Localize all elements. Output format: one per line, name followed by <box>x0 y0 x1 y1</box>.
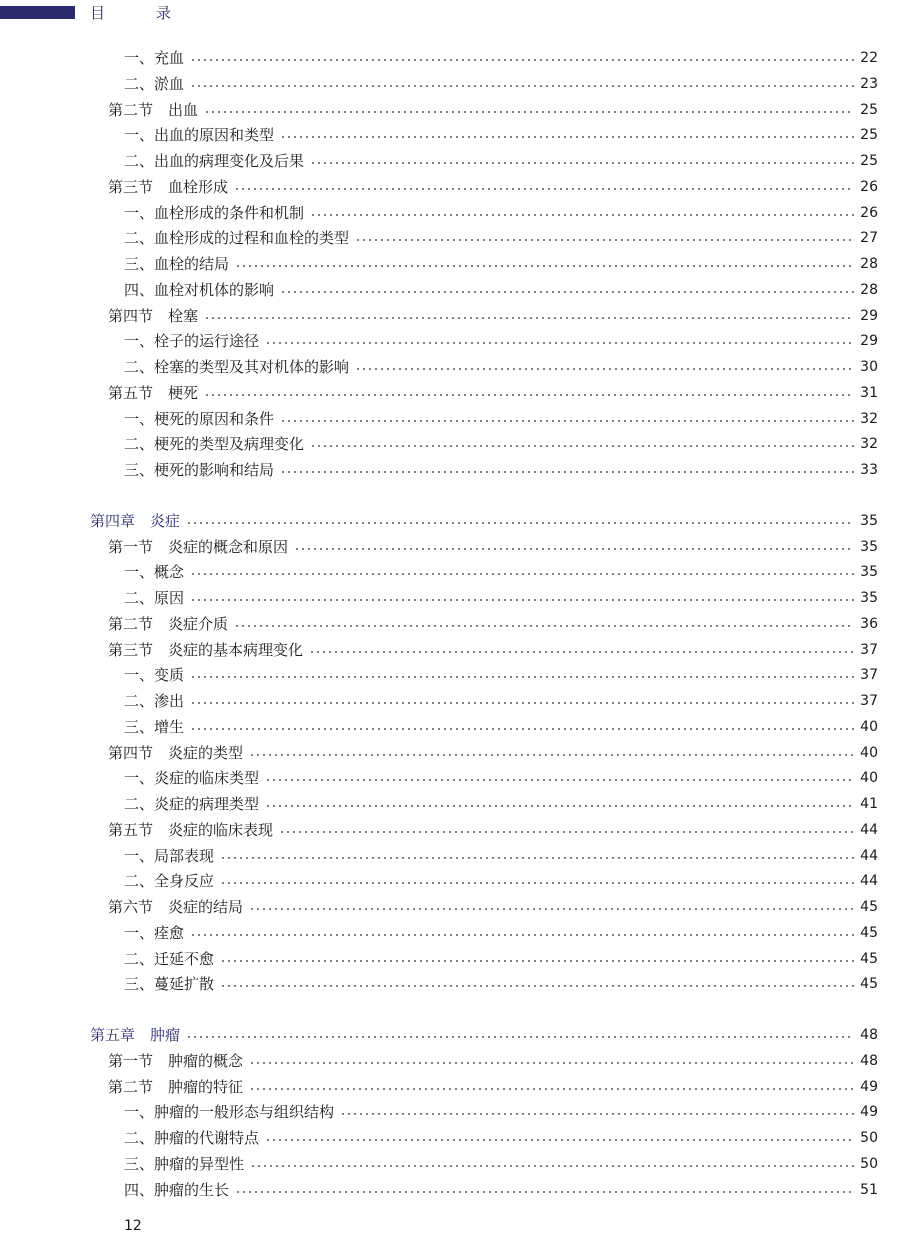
toc-entry-page: 35 <box>860 590 878 606</box>
toc-entry-title: 二、血栓形成的过程和血栓的类型 <box>124 229 350 248</box>
toc-entry-title: 一、痊愈 <box>124 923 185 942</box>
toc-entry-page: 40 <box>860 718 878 735</box>
toc-subsection[interactable] <box>0 200 878 226</box>
toc-subsection[interactable] <box>0 688 878 714</box>
toc-subsection[interactable] <box>0 843 878 869</box>
toc-subsection[interactable] <box>0 122 878 148</box>
toc-section[interactable] <box>0 534 878 560</box>
toc-entry-title: 第四章 炎症 <box>90 511 181 530</box>
toc-entry-title: 一、变质 <box>124 666 185 685</box>
dot-leader <box>220 960 854 962</box>
toc-entry-title: 一、充血 <box>124 49 185 67</box>
dot-leader <box>190 85 854 87</box>
toc-subsection[interactable] <box>0 457 878 483</box>
toc-subsection[interactable] <box>0 328 878 354</box>
toc-section[interactable] <box>0 1074 878 1100</box>
toc-subsection[interactable] <box>0 920 878 946</box>
dot-leader <box>310 445 854 447</box>
toc-entry-page: 45 <box>860 950 878 967</box>
dot-leader <box>234 188 854 190</box>
dot-leader <box>310 214 854 216</box>
dot-leader <box>190 59 854 61</box>
toc-section[interactable] <box>0 611 878 637</box>
toc-entry-page: 45 <box>860 899 878 915</box>
toc-entry-title: 第五章 肿瘤 <box>90 1026 181 1044</box>
toc-subsection[interactable] <box>0 971 878 997</box>
toc-subsection[interactable] <box>0 714 878 740</box>
toc-chapter[interactable] <box>0 508 878 534</box>
toc-entry-page: 23 <box>860 75 878 92</box>
toc-subsection[interactable] <box>0 1125 878 1151</box>
toc-chapter[interactable] <box>0 1022 878 1048</box>
toc-entry-title: 二、炎症的病理类型 <box>124 795 260 813</box>
dot-leader <box>279 831 854 833</box>
dot-leader <box>220 882 854 884</box>
toc-entry-title: 第三节 炎症的基本病理变化 <box>108 640 304 659</box>
toc-entry-title: 三、肿瘤的异型性 <box>124 1154 245 1173</box>
dot-leader <box>190 934 854 936</box>
toc-subsection[interactable] <box>0 559 878 585</box>
dot-leader <box>190 702 854 704</box>
toc-section[interactable] <box>0 174 878 200</box>
toc-entry-title: 一、梗死的原因和条件 <box>124 409 275 428</box>
toc-section[interactable] <box>0 637 878 663</box>
toc-entry-page: 25 <box>860 127 878 144</box>
dot-leader <box>250 1165 854 1167</box>
toc-entry-title: 一、概念 <box>124 563 185 582</box>
dot-leader <box>235 265 854 267</box>
toc-subsection[interactable] <box>0 1099 878 1125</box>
toc-entry-page: 45 <box>860 924 878 941</box>
toc-entry-title: 四、肿瘤的生长 <box>124 1180 230 1199</box>
toc-entry-page: 28 <box>860 281 878 298</box>
dot-leader <box>355 239 854 241</box>
dot-leader <box>280 291 854 293</box>
dot-leader <box>186 522 854 524</box>
toc-entry-title: 第二节 肿瘤的特征 <box>108 1077 244 1096</box>
dot-leader <box>249 754 854 756</box>
toc-subsection[interactable] <box>0 946 878 972</box>
toc-entry-page: 41 <box>860 796 878 812</box>
dot-leader <box>309 651 854 653</box>
toc-entry-page: 48 <box>860 1027 878 1043</box>
toc-entry-page: 50 <box>860 1130 878 1146</box>
toc-section[interactable] <box>0 740 878 766</box>
toc-subsection[interactable] <box>0 71 878 97</box>
toc-entry-title: 一、出血的原因和类型 <box>124 126 275 145</box>
toc-entry-title: 二、肿瘤的代谢特点 <box>124 1129 260 1147</box>
toc-subsection[interactable] <box>0 662 878 688</box>
toc-entry-page: 26 <box>860 204 878 221</box>
dot-leader <box>204 394 854 396</box>
toc-subsection[interactable] <box>0 277 878 303</box>
toc-entry-page: 22 <box>860 50 878 66</box>
toc-entry-page: 25 <box>860 153 878 169</box>
toc-entry-page: 29 <box>860 307 878 324</box>
toc-subsection[interactable] <box>0 868 878 894</box>
toc-entry-title: 二、梗死的类型及病理变化 <box>124 435 305 454</box>
dot-leader <box>204 317 854 319</box>
toc-entry-page: 44 <box>860 847 878 864</box>
dot-leader <box>265 779 854 781</box>
toc-entry-page: 37 <box>860 693 878 709</box>
toc-entry-title: 二、渗出 <box>124 692 185 710</box>
dot-leader <box>190 728 854 730</box>
toc-entry-page: 40 <box>860 770 878 787</box>
toc-entry-page: 32 <box>860 436 878 453</box>
toc-section[interactable] <box>0 817 878 843</box>
dot-leader <box>234 625 854 627</box>
toc-entry-page: 27 <box>860 230 878 247</box>
toc-subsection[interactable] <box>0 585 878 611</box>
toc-entry-title: 二、淤血 <box>124 74 185 93</box>
dot-leader <box>265 342 854 344</box>
page-title: 目 录 <box>90 4 190 22</box>
toc-entry-page: 49 <box>860 1078 878 1095</box>
toc-entry-page: 37 <box>860 667 878 684</box>
toc-subsection[interactable] <box>0 45 878 71</box>
toc-entry-page: 40 <box>860 744 878 761</box>
toc-entry-page: 35 <box>860 538 878 555</box>
toc-entry-page: 36 <box>860 615 878 632</box>
toc-entry-page: 37 <box>860 641 878 658</box>
toc-entry-page: 44 <box>860 821 878 838</box>
toc-entry-title: 三、蔓延扩散 <box>124 975 215 994</box>
toc-entry-title: 第五节 梗死 <box>108 383 199 402</box>
toc-entry-page: 29 <box>860 333 878 350</box>
dot-leader <box>280 136 854 138</box>
dot-leader <box>249 1088 854 1090</box>
dot-leader <box>186 1036 854 1038</box>
toc-entry-page: 33 <box>860 462 878 478</box>
toc-entry-title: 第一节 肿瘤的概念 <box>108 1051 244 1070</box>
dot-leader <box>265 805 854 807</box>
dot-leader <box>355 368 854 370</box>
header-bar <box>0 6 75 19</box>
page-number: 12 <box>124 1218 142 1234</box>
toc-entry-title: 第五节 炎症的临床表现 <box>108 820 274 839</box>
toc-entry-title: 二、栓塞的类型及其对机体的影响 <box>124 358 350 376</box>
dot-leader <box>249 908 854 910</box>
dot-leader <box>249 1062 854 1064</box>
toc-entry-page: 50 <box>860 1155 878 1172</box>
toc-entry-title: 三、梗死的影响和结局 <box>124 461 275 479</box>
toc-section[interactable] <box>0 97 878 123</box>
dot-leader <box>190 573 854 575</box>
toc-entry-page: 48 <box>860 1052 878 1069</box>
toc-entry-title: 第六节 炎症的结局 <box>108 898 244 916</box>
toc-entry-title: 二、迁延不愈 <box>124 949 215 968</box>
toc-subsection[interactable] <box>0 225 878 251</box>
dot-leader <box>280 420 854 422</box>
dot-leader <box>265 1139 854 1141</box>
toc-entry-page: 49 <box>860 1104 878 1121</box>
toc-entry-page: 28 <box>860 256 878 272</box>
toc-entry-page: 31 <box>860 384 878 401</box>
toc-entry-page: 35 <box>860 564 878 581</box>
toc-entry-page: 44 <box>860 873 878 890</box>
toc-entry-page: 30 <box>860 359 878 375</box>
toc-subsection[interactable] <box>0 148 878 174</box>
toc-entry-title: 三、增生 <box>124 717 185 736</box>
toc-entry-page: 26 <box>860 178 878 195</box>
toc-section[interactable] <box>0 303 878 329</box>
toc-entry-title: 二、原因 <box>124 589 185 607</box>
toc-entry-page: 35 <box>860 512 878 529</box>
toc-entry-title: 第一节 炎症的概念和原因 <box>108 537 289 556</box>
toc-entry-page: 25 <box>860 101 878 118</box>
toc-subsection[interactable] <box>0 251 878 277</box>
toc-section[interactable] <box>0 380 878 406</box>
toc-entry-page: 51 <box>860 1181 878 1198</box>
toc-subsection[interactable] <box>0 1151 878 1177</box>
toc-entry-title: 三、血栓的结局 <box>124 255 230 273</box>
dot-leader <box>220 985 854 987</box>
toc-entry-title: 一、局部表现 <box>124 846 215 865</box>
toc-section[interactable] <box>0 894 878 920</box>
dot-leader <box>310 162 854 164</box>
dot-leader <box>280 471 854 473</box>
toc-entry-page: 45 <box>860 976 878 993</box>
toc-entry-title: 四、血栓对机体的影响 <box>124 280 275 299</box>
dot-leader <box>294 548 854 550</box>
toc-subsection[interactable] <box>0 765 878 791</box>
toc-section[interactable] <box>0 1048 878 1074</box>
toc-entry-title: 一、血栓形成的条件和机制 <box>124 203 305 222</box>
toc-entry-title: 第四节 炎症的类型 <box>108 743 244 762</box>
dot-leader <box>235 1191 854 1193</box>
toc-entry-title: 一、肿瘤的一般形态与组织结构 <box>124 1103 335 1122</box>
toc-subsection[interactable] <box>0 354 878 380</box>
dot-leader <box>204 111 854 113</box>
dot-leader <box>190 676 854 678</box>
toc-subsection[interactable] <box>0 431 878 457</box>
dot-leader <box>220 857 854 859</box>
dot-leader <box>340 1113 854 1115</box>
toc-entry-title: 二、全身反应 <box>124 872 215 891</box>
toc-entry-page: 32 <box>860 410 878 427</box>
toc-subsection[interactable] <box>0 406 878 432</box>
toc-entry-title: 一、炎症的临床类型 <box>124 769 260 788</box>
toc-subsection[interactable] <box>0 791 878 817</box>
toc-entry-title: 第四节 栓塞 <box>108 306 199 325</box>
toc-entry-title: 第二节 炎症介质 <box>108 614 229 633</box>
toc-entry-title: 一、栓子的运行途径 <box>124 332 260 351</box>
toc-entry-title: 第三节 血栓形成 <box>108 177 229 196</box>
toc-subsection[interactable] <box>0 1177 878 1203</box>
toc-entry-title: 二、出血的病理变化及后果 <box>124 152 305 170</box>
toc-entry-title: 第二节 出血 <box>108 100 199 119</box>
dot-leader <box>190 599 854 601</box>
